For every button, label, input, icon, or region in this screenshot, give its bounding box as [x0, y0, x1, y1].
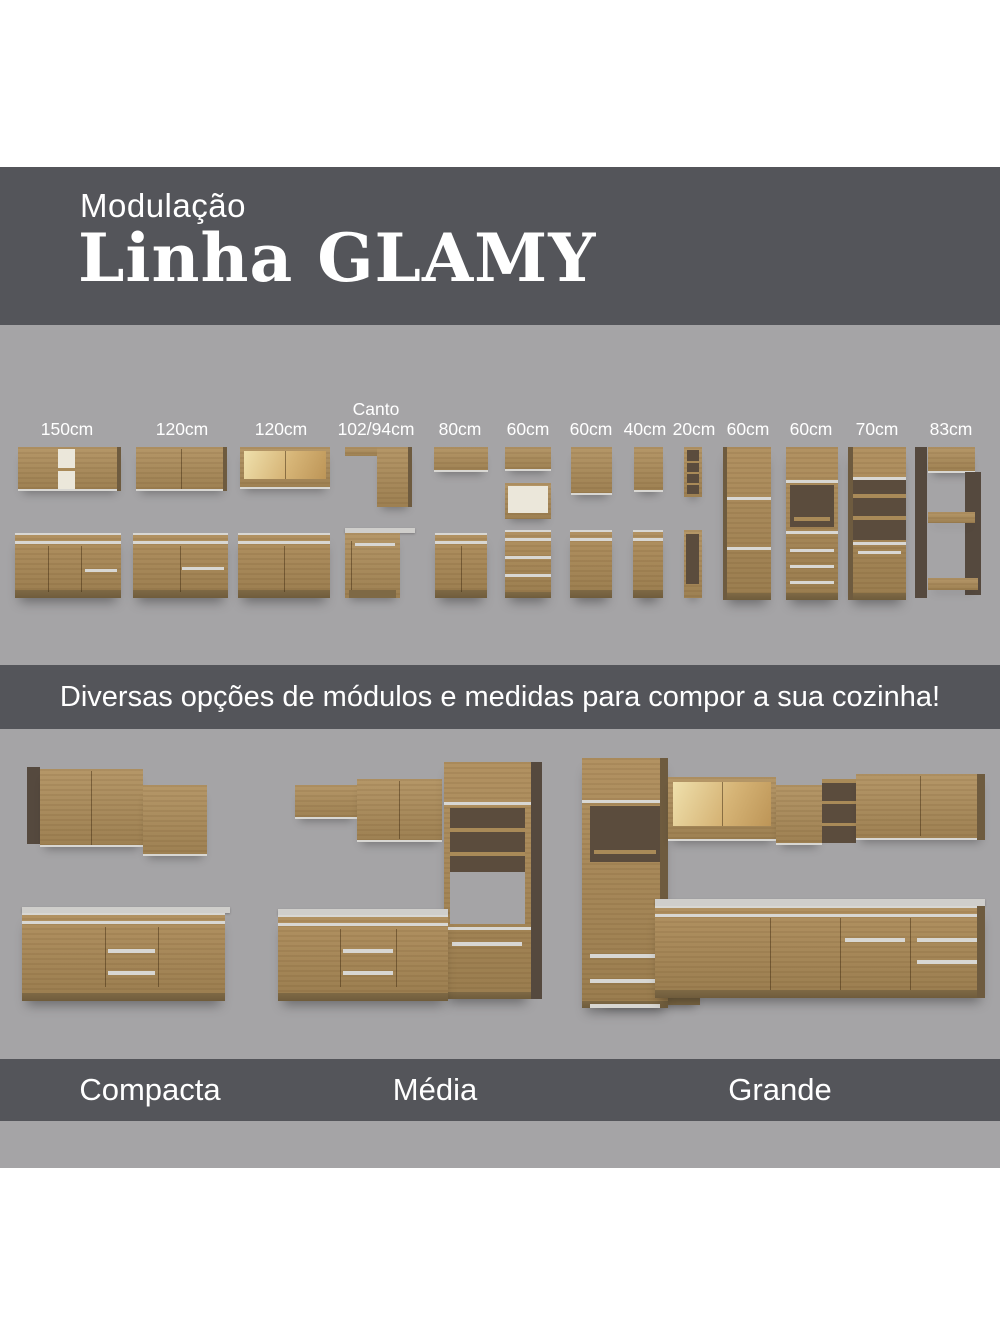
- open-niche: [508, 486, 548, 513]
- handle: [343, 949, 393, 953]
- oven-tower: [786, 447, 838, 600]
- handle: [727, 547, 771, 550]
- label-size: 40cm: [623, 419, 667, 439]
- door-seam: [396, 929, 397, 987]
- handle: [790, 565, 834, 568]
- base-cabinet: [278, 915, 448, 1001]
- header-band: [0, 167, 1000, 325]
- handle: [917, 960, 977, 964]
- side-panel: [723, 447, 727, 600]
- side-panel: [977, 906, 985, 998]
- side-panel: [531, 762, 542, 999]
- shelf: [822, 823, 856, 826]
- handle: [582, 800, 668, 803]
- modules-section: [0, 325, 1000, 665]
- door-seam: [910, 918, 911, 990]
- corner-open-shelves: [822, 779, 856, 843]
- wall-cabinet: [776, 785, 822, 845]
- side-panel: [660, 758, 668, 908]
- open-tower-back-panel: [965, 472, 981, 595]
- kitchen-labels-band: [0, 1059, 1000, 1121]
- open-shelving: [853, 480, 906, 540]
- corner-base-cabinet: [345, 533, 400, 598]
- base-cabinet: [22, 913, 225, 1001]
- open-niche: [686, 534, 699, 584]
- handle: [343, 971, 393, 975]
- base-cabinet: [570, 530, 612, 598]
- countertop: [655, 899, 985, 906]
- label-size: 150cm: [40, 419, 94, 439]
- handle: [590, 954, 660, 958]
- shelf: [928, 512, 975, 523]
- label-size: 60cm: [726, 419, 770, 439]
- header-kicker: Modulação: [80, 187, 246, 224]
- open-shelving: [450, 808, 525, 872]
- kitchens-section: [0, 729, 1000, 1059]
- handle: [853, 542, 906, 545]
- glass-wall-cabinet: [240, 447, 330, 489]
- footer-gray-strip: [0, 1121, 1000, 1168]
- label-top: Canto: [352, 399, 400, 419]
- shelf: [594, 850, 656, 854]
- side-panel: [27, 767, 40, 844]
- door-seam: [180, 546, 181, 592]
- handle: [845, 938, 905, 942]
- kitchen-label-media: Média: [392, 1072, 478, 1107]
- pantry-tower: [444, 762, 531, 999]
- module-size-label: [127, 393, 237, 439]
- label-size: 120cm: [155, 419, 209, 439]
- shelf: [450, 828, 525, 832]
- drawer-base-cabinet: [505, 530, 551, 598]
- corner-wall-cabinet: [377, 447, 412, 507]
- handle: [444, 802, 531, 805]
- handle: [727, 497, 771, 500]
- door-seam: [770, 918, 771, 990]
- kitchen-label-grande: Grande: [728, 1072, 832, 1107]
- module-size-label: [896, 393, 1000, 439]
- open-niche: [450, 872, 525, 924]
- wall-cabinet: [143, 785, 207, 856]
- microwave-niche: [505, 483, 551, 519]
- wall-cabinet: [18, 447, 121, 491]
- wall-cabinet: [434, 447, 488, 472]
- label-size: 60cm: [506, 419, 550, 439]
- open-tower-side: [915, 447, 927, 598]
- handle: [355, 543, 395, 546]
- shelf: [687, 483, 699, 485]
- shelf-unit: [684, 447, 702, 497]
- door-seam: [48, 546, 49, 592]
- page-title: Linha GLAMY: [78, 219, 597, 297]
- door-seam: [81, 546, 82, 592]
- wall-cabinet: [571, 447, 612, 495]
- banner-band: [0, 665, 1000, 729]
- door-seam: [91, 771, 92, 845]
- label-size: 120cm: [254, 419, 308, 439]
- door-seam: [840, 918, 841, 990]
- banner-text: Diversas opções de módulos e medidas para compor a sua cozinha!: [59, 680, 941, 713]
- shelf: [687, 461, 699, 463]
- wall-cabinet: [505, 447, 551, 471]
- shelf: [687, 472, 699, 474]
- handle: [108, 971, 155, 975]
- door-seam: [105, 927, 106, 987]
- label-size: 102/94cm: [337, 419, 415, 439]
- handle: [108, 949, 155, 953]
- pantry-tower: [723, 447, 771, 600]
- base-cabinet: [15, 533, 121, 598]
- door-seam: [158, 927, 159, 987]
- handle: [790, 549, 834, 552]
- handle: [790, 581, 834, 584]
- base-cabinet: [633, 530, 663, 598]
- door-seam: [284, 546, 285, 592]
- door-seam: [399, 781, 400, 839]
- wall-cabinet: [634, 447, 663, 492]
- door-seam: [461, 546, 462, 592]
- side-panel: [977, 774, 985, 840]
- module-size-label: [12, 393, 122, 439]
- base-cabinet: [655, 906, 985, 998]
- glass-pane: [673, 782, 771, 826]
- handle: [590, 1004, 660, 1008]
- shelf: [58, 468, 75, 471]
- handle: [858, 551, 901, 554]
- base-cabinet: [238, 533, 330, 598]
- label-size: 20cm: [672, 419, 716, 439]
- shelf: [853, 494, 906, 498]
- open-tower-top-cabinet: [928, 447, 975, 473]
- handle: [182, 567, 224, 570]
- shelf: [822, 801, 856, 804]
- wall-cabinet: [295, 785, 357, 819]
- handle: [590, 979, 660, 983]
- side-panel: [223, 447, 227, 491]
- shelf: [928, 578, 978, 590]
- wall-cabinet: [136, 447, 227, 491]
- wall-cabinet: [856, 774, 985, 840]
- base-cabinet: [133, 533, 228, 598]
- shelf: [794, 517, 830, 521]
- base-cabinet: [435, 533, 487, 598]
- shelf: [853, 516, 906, 520]
- label-size: 60cm: [789, 419, 833, 439]
- kitchen-label-compacta: Compacta: [79, 1072, 221, 1107]
- door-seam: [340, 929, 341, 987]
- wall-cabinet: [40, 769, 143, 847]
- side-panel: [117, 447, 121, 491]
- label-size: 70cm: [855, 419, 899, 439]
- glass-pane: [244, 451, 326, 479]
- glass-wall-cabinet: [668, 777, 776, 841]
- handle: [786, 480, 838, 483]
- label-size: 83cm: [929, 419, 973, 439]
- hinge-seam: [351, 541, 352, 591]
- handle: [786, 531, 838, 534]
- door-seam: [920, 776, 921, 836]
- plinth: [349, 590, 396, 598]
- handle: [85, 569, 117, 572]
- open-base-module: [684, 530, 702, 598]
- side-panel: [408, 447, 412, 507]
- door-seam: [181, 449, 182, 489]
- label-size: 80cm: [438, 419, 482, 439]
- handle: [452, 942, 522, 946]
- shelf: [450, 852, 525, 856]
- module-size-label: [226, 393, 336, 439]
- handle: [444, 927, 531, 930]
- shelf: [822, 779, 856, 783]
- label-size: 60cm: [569, 419, 613, 439]
- handle: [917, 938, 977, 942]
- wall-cabinet: [357, 779, 442, 842]
- shelf-tower: [848, 447, 906, 600]
